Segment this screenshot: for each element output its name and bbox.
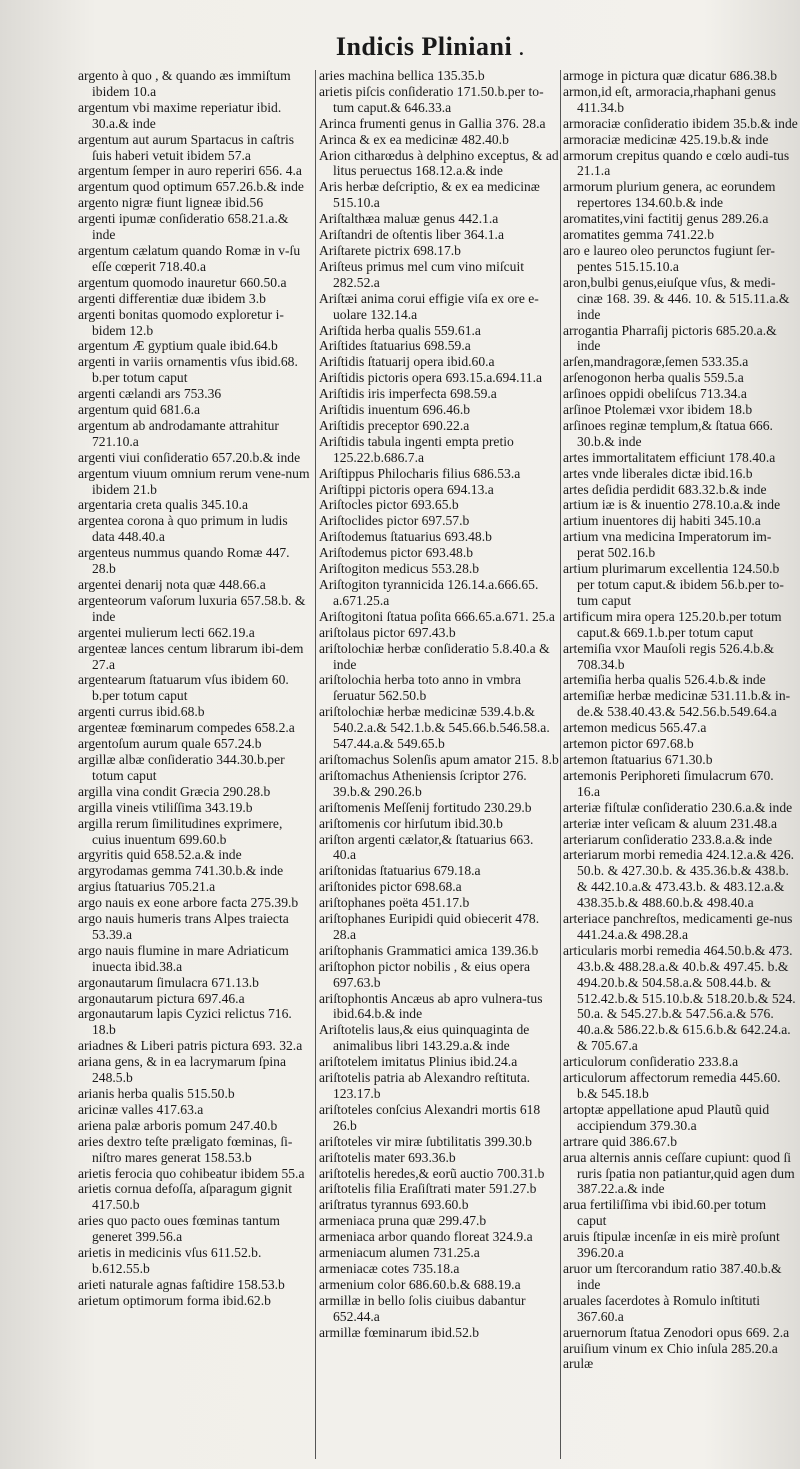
index-entry: artium iæ is & inuentio 278.10.a.& inde	[563, 497, 781, 513]
index-entry: aries machina bellica 135.35.b	[319, 68, 485, 83]
index-entry: argentei denarij nota quæ 448.66.a	[78, 577, 266, 592]
index-entry: arteriarum conſideratio 233.8.a.& inde	[563, 831, 773, 847]
index-entry: argentum cælatum quando Romæ in v-ſu eſſe cœperit 718.40.a	[78, 242, 301, 274]
index-entry: ariſtophanes Euripidi quid obiecerit 478. 28.a	[319, 911, 540, 942]
index-entry: argentum ſemper in auro reperiri 656. 4.a	[78, 163, 302, 179]
index-entry: argenteus nummus quando Romæ 447. 28.b	[78, 545, 290, 577]
index-entry: artium vna medicina Imperatorum im-perat 502.16.b	[563, 529, 772, 561]
index-entry: arietis piſcis conſideratio 171.50.b.per to-tum caput.& 646.33.a	[319, 83, 544, 115]
index-entry: aruiſium vinum ex Chio inſula 285.20.a	[563, 1340, 778, 1356]
index-entry: argillæ albæ conſideratio 344.30.b.per totum caput	[78, 751, 285, 783]
index-entry: Aris herbæ deſcriptio, & ex ea medicinæ 515.10.a	[319, 179, 540, 211]
index-entry: arteriæ inter veſicam & aluum 231.48.a	[563, 815, 778, 831]
index-entry: argenteæ fœminarum compedes 658.2.a	[78, 720, 295, 736]
index-entry: argentoſum aurum quale 657.24.b	[78, 736, 262, 752]
index-entry: argenteorum vaſorum luxuria 657.58.b. & inde	[78, 592, 306, 624]
index-entry: argenti viui conſideratio 657.20.b.& inde	[78, 449, 301, 465]
page-header	[300, 32, 560, 62]
index-entry: ariſtophon pictor nobilis , & eius opera 697.63.b	[319, 958, 531, 990]
index-entry: argentei mulierum lecti 662.19.a	[78, 624, 255, 640]
index-entry: articulorum affectorum remedia 445.60. b.& 545.18.b	[563, 1070, 781, 1101]
index-column-2	[319, 68, 559, 1461]
title-dot: .	[519, 39, 525, 59]
index-entry: Ariſtippi pictoris opera 694.13.a	[319, 481, 494, 497]
index-entry: armeniaca pruna quæ 299.47.b	[319, 1213, 487, 1229]
index-entry: argenti currus ibid.68.b	[78, 704, 205, 720]
index-entry: argenti cælandi ars 753.36	[78, 386, 222, 402]
index-entry: arſinoes oppidi obeliſcus 713.34.a	[563, 386, 747, 402]
index-entry: argenti in variis ornamentis vſus ibid.68. b.per totum caput	[78, 354, 298, 386]
index-column-3	[563, 68, 798, 1461]
index-entry: ariſtolochiæ herbæ medicinæ 539.4.b.& 540.2.a.& 542.1.b.& 545.66.b.546.58.a. 547.44.a.& 549.65.b	[319, 704, 550, 752]
index-entry: argentaria creta qualis 345.10.a	[78, 497, 248, 513]
index-entry: ariſtophanis Grammatici amica 139.36.b	[319, 942, 539, 958]
index-entry: Ariſtandri de oſtentis liber 364.1.a	[319, 227, 504, 243]
index-entry: argilla vina condit Græcia 290.28.b	[78, 783, 271, 799]
index-entry: Ariſtoclides pictor 697.57.b	[319, 513, 470, 529]
index-entry: aromatites gemma 741.22.b	[563, 227, 715, 243]
index-entry: aries quo pacto oues fœminas tantum generet 399.56.a	[78, 1213, 280, 1245]
index-entry: ariſtotelis heredes,& eorũ auctio 700.31.b	[319, 1165, 545, 1181]
index-entry: arſinoe Ptolemæi vxor ibidem 18.b	[563, 402, 753, 418]
index-entry: arteriarum morbi remedia 424.12.a.& 426. 50.b. & 427.30.b. & 435.36.b.& 438.b. & 442.10.a.& 473.43.b. & 483.12.a.& 438.35.b.& 488.60.b.& 498.40.a	[563, 847, 795, 911]
index-entry: ariadnes & Liberi patris pictura 693. 32.a	[78, 1038, 303, 1054]
index-entry: arietum optimorum forma ibid.62.b	[78, 1292, 271, 1308]
index-entry: Ariſtodemus pictor 693.48.b	[319, 545, 474, 561]
index-entry: argonautarum lapis Cyzici relictus 716. 18.b	[78, 1006, 292, 1038]
index-entry: aries dextro teſte præligato fœminas, ſi-niſtro mares generat 158.53.b	[78, 1133, 293, 1165]
index-entry: Ariſtippus Philocharis filius 686.53.a	[319, 465, 521, 481]
index-entry: ariſton argenti cælator,& ſtatuarius 663. 40.a	[319, 831, 534, 863]
index-entry: arietis in medicinis vſus 611.52.b. b.612.55.b	[78, 1245, 262, 1276]
index-entry: Ariſtotelis laus,& eius quinquaginta de animalibus libri 143.29.a.& inde	[319, 1022, 530, 1054]
index-entry: ariſtratus tyrannus 693.60.b	[319, 1197, 469, 1213]
index-entry: armoge in pictura quæ dicatur 686.38.b	[563, 68, 778, 83]
index-entry: articularis morbi remedia 464.50.b.& 473. 43.b.& 488.28.a.& 40.b.& 497.45. b.& 494.20.b.& 504.58.a.& 508.44.b. & 512.42.b.& 515.10.b.& 518.20.b.& 524. 50.a. & 545.27.b.& 547.56.a.& 576. 40.a.& 586.22.b.& 615.6.b.& 642.24.a. & 705.67.a	[563, 942, 796, 1054]
index-entry: Ariſtalthæa maluæ genus 442.1.a	[319, 211, 499, 227]
index-entry: artemiſia herba qualis 526.4.b.& inde	[563, 672, 766, 688]
index-entry: arteriace panchreſtos, medicamenti ge-nus 441.24.a.& 498.28.a	[563, 911, 793, 942]
index-entry: artium inuentores dij habiti 345.10.a	[563, 513, 761, 529]
index-entry: argentum quod optimum 657.26.b.& inde	[78, 179, 304, 195]
index-entry: artemon ſtatuarius 671.30.b	[563, 751, 713, 767]
index-entry: argenti differentiæ duæ ibidem 3.b	[78, 290, 266, 306]
index-entry: argyritis quid 658.52.a.& inde	[78, 847, 242, 863]
index-entry: arteriæ fiſtulæ conſideratio 230.6.a.& inde	[563, 799, 793, 815]
index-entry: argento nigræ fiunt ligneæ ibid.56	[78, 195, 264, 211]
index-entry: Ariſtogitoni ſtatua poſita 666.65.a.671. 25.a	[319, 608, 555, 624]
index-entry: arua fertiliſſima vbi ibid.60.per totum caput	[563, 1197, 767, 1229]
index-entry: Ariſtodemus ſtatuarius 693.48.b	[319, 529, 492, 545]
index-entry: argento à quo , & quando æs immiſtum ibidem 10.a	[78, 68, 291, 99]
index-entry: arieti naturale agnas faſtidire 158.53.b	[78, 1276, 285, 1292]
index-entry: aromatites,vini factitij genus 289.26.a	[563, 211, 769, 227]
index-entry: artium plurimarum excellentia 124.50.b per totum caput.& ibidem 56.b.per to-tum caput	[563, 561, 784, 608]
index-entry: arrogantia Pharraſij pictoris 685.20.a.& inde	[563, 322, 777, 354]
index-entry: Ariſtæi anima corui effigie viſa ex ore e-uolare 132.14.a	[319, 290, 539, 322]
index-entry: ariſtomachus Atheniensis ſcriptor 276. 39.b.& 290.26.b	[319, 767, 527, 799]
index-entry: ariſtomenis Meſſenij fortitudo 230.29.b	[319, 799, 532, 815]
index-entry: aron,bulbi genus,eiuſque vſus, & medi-cinæ 168. 39. & 446. 10. & 515.11.a.& inde	[563, 274, 790, 322]
index-entry: ariſtolaus pictor 697.43.b	[319, 624, 456, 640]
index-entry: argyrodamas gemma 741.30.b.& inde	[78, 863, 284, 879]
index-entry: armoraciæ medicinæ 425.19.b.& inde	[563, 131, 769, 147]
index-entry: Ariſtidis preceptor 690.22.a	[319, 417, 470, 433]
index-entry: argentum quid 681.6.a	[78, 402, 201, 418]
index-entry: ariſtotelis filia Eraſiſtrati mater 591.27.b	[319, 1181, 537, 1197]
index-entry: argonautarum pictura 697.46.a	[78, 990, 245, 1006]
index-entry: argenti bonitas quomodo exploretur i-bidem 12.b	[78, 306, 284, 338]
index-entry: armeniacæ cotes 735.18.a	[319, 1260, 460, 1276]
index-entry: arſinoes reginæ templum,& ſtatua 666. 30.b.& inde	[563, 417, 773, 449]
index-entry: articulorum conſideratio 233.8.a	[563, 1054, 739, 1070]
index-entry: argentum quomodo inauretur 660.50.a	[78, 274, 287, 290]
running-title: Indicis Pliniani	[335, 32, 513, 61]
index-entry: Ariſtides ſtatuarius 698.59.a	[319, 338, 471, 354]
index-entry: Ariſtida herba qualis 559.61.a	[319, 322, 481, 338]
index-entry: artemiſiæ herbæ medicinæ 531.11.b.& in-de.& 538.40.43.& 542.56.b.549.64.a	[563, 688, 791, 720]
index-entry: artificum mira opera 125.20.b.per totum caput.& 669.1.b.per totum caput	[563, 608, 782, 640]
index-entry: ariſtomachus Solenſis apum amator 215. 8.b	[319, 751, 559, 767]
index-entry: argentum Æ gyptium quale ibid.64.b	[78, 338, 278, 354]
index-entry: armenium color 686.60.b.& 688.19.a	[319, 1276, 521, 1292]
index-entry: argilla vineis vtiliſſima 343.19.b	[78, 799, 253, 815]
index-entry: aruales ſacerdotes à Romulo inſtituti 367.60.a	[563, 1292, 761, 1324]
index-entry: argenti ipumæ conſideratio 658.21.a.& inde	[78, 211, 289, 243]
index-entry: Arion citharœdus à delphino exceptus, & ad litus peruectus 168.12.a.& inde	[319, 147, 559, 179]
index-entry: armorum crepitus quando e cœlo audi-tus 21.1.a	[563, 147, 790, 179]
index-entry: argentum vbi maxime reperiatur ibid. 30.a.& inde	[78, 99, 282, 131]
index-entry: ariſtonidas ſtatuarius 679.18.a	[319, 863, 481, 879]
index-entry: arſen,mandragoræ,ſemen 533.35.a	[563, 354, 749, 370]
index-entry: armorum plurium genera, ac eorundem repertores 134.60.b.& inde	[563, 179, 776, 211]
index-entry: ariena palæ arboris pomum 247.40.b	[78, 1117, 278, 1133]
index-entry: aruis ſtipulæ incenſæ in eis mirè proſunt 396.20.a	[563, 1229, 780, 1261]
index-entry: Arinca frumenti genus in Gallia 376. 28.a	[319, 115, 546, 131]
index-entry: ariana gens, & in ea lacrymarum ſpina 248.5.b	[78, 1054, 286, 1086]
index-entry: arietis ferocia quo cohibeatur ibidem 55.a	[78, 1165, 305, 1181]
index-entry: artes deſidia perdidit 683.32.b.& inde	[563, 481, 767, 497]
index-entry: aro e laureo oleo perunctos fugiunt ſer-pentes 515.15.10.a	[563, 242, 775, 274]
index-entry: arua alternis annis ceſſare cupiunt: quod ſi ruris ſpatia non patiantur,quid agen dum 387.22.a.& inde	[563, 1149, 795, 1197]
index-entry: armillæ in bello ſolis ciuibus dabantur 652.44.a	[319, 1292, 526, 1324]
index-entry: argius ſtatuarius 705.21.a	[78, 879, 216, 895]
index-entry: ariſtoteles conſcius Alexandri mortis 618 26.b	[319, 1101, 541, 1133]
index-entry: artes immortalitatem efficiunt 178.40.a	[563, 449, 776, 465]
index-entry: Ariſtocles pictor 693.65.b	[319, 497, 459, 513]
index-entry: Ariſtidis pictoris opera 693.15.a.694.11.a	[319, 370, 542, 386]
index-entry: ariſtonides pictor 698.68.a	[319, 879, 462, 895]
index-entry: argo nauis humeris trans Alpes traiecta 53.39.a	[78, 911, 289, 942]
index-entry: artemon medicus 565.47.a	[563, 720, 707, 736]
index-entry: argentum viuum omnium rerum vene-num ibidem 21.b	[78, 465, 310, 497]
index-entry: armoraciæ conſideratio ibidem 35.b.& inde	[563, 115, 798, 131]
index-entry: ariſtoteles vir miræ ſubtilitatis 399.30.b	[319, 1133, 532, 1149]
index-entry: aruernorum ſtatua Zenodori opus 669. 2.a	[563, 1324, 790, 1340]
index-entry: ariſtolochia herba toto anno in vmbra ſeruatur 562.50.b	[319, 672, 521, 704]
index-entry: argo nauis flumine in mare Adriaticum inuecta ibid.38.a	[78, 942, 289, 974]
index-entry: artoptæ appellatione apud Plautũ quid accipiendum 379.30.a	[563, 1101, 770, 1133]
index-entry: Ariſtidis ſtatuarij opera ibid.60.a	[319, 354, 495, 370]
index-entry: argo nauis ex eone arbore facta 275.39.b	[78, 895, 299, 911]
index-entry: armillæ fœminarum ibid.52.b	[319, 1324, 480, 1340]
index-entry: argentearum ſtatuarum vſus ibidem 60. b.per totum caput	[78, 672, 289, 704]
index-entry: ariſtomenis cor hirſutum ibid.30.b	[319, 815, 503, 831]
index-entry: artes vnde liberales dictæ ibid.16.b	[563, 465, 753, 481]
index-entry: argonautarum ſimulacra 671.13.b	[78, 974, 259, 990]
index-entry: ariſtotelis patria ab Alexandro reſtituta. 123.17.b	[319, 1070, 531, 1101]
index-entry: argilla rerum ſimilitudines exprimere, cuius inuentum 699.60.b	[78, 815, 283, 847]
index-entry: artemon pictor 697.68.b	[563, 736, 694, 752]
index-entry: Ariſteus primus mel cum vino miſcuit 282.52.a	[319, 258, 525, 290]
index-entry: ariſtolochiæ herbæ conſideratio 5.8.40.a & inde	[319, 640, 550, 672]
index-entry: artemiſia vxor Mauſoli regis 526.4.b.& 708.34.b	[563, 640, 775, 672]
index-entry: argentum ab androdamante attrahitur 721.10.a	[78, 417, 279, 449]
index-entry: artemonis Periphoreti ſimulacrum 670. 16.a	[563, 767, 774, 799]
index-entry: Ariſtogiton medicus 553.28.b	[319, 561, 480, 577]
index-entry: armeniaca arbor quando floreat 324.9.a	[319, 1229, 533, 1245]
index-entry: arſenogonon herba qualis 559.5.a	[563, 370, 744, 386]
index-entry: ariſtotelis mater 693.36.b	[319, 1149, 456, 1165]
index-entry: arietis cornua defoſſa, aſparagum gignit 417.50.b	[78, 1181, 293, 1213]
index-entry: ariſtotelem imitatus Plinius ibid.24.a	[319, 1054, 518, 1070]
column-rule-right	[560, 70, 561, 1459]
index-entry: Ariſtogiton tyrannicida 126.14.a.666.65. a.671.25.a	[319, 577, 539, 608]
index-entry: aruor um ſtercorandum ratio 387.40.b.& inde	[563, 1260, 782, 1292]
index-column-1	[78, 68, 313, 1461]
index-entry: argenteæ lances centum librarum ibi-dem 27.a	[78, 640, 304, 672]
index-entry: arianis herba qualis 515.50.b	[78, 1086, 235, 1101]
index-entry: ariſtophontis Ancæus ab apro vulnera-tus ibid.64.b.& inde	[319, 990, 543, 1022]
index-entry: ariſtophanes poëta 451.17.b	[319, 895, 470, 911]
index-entry: argentea corona à quo primum in ludis data 448.40.a	[78, 513, 288, 545]
index-entry: artrare quid 386.67.b	[563, 1133, 678, 1149]
index-entry: Ariſtidis iris imperfecta 698.59.a	[319, 386, 497, 402]
index-entry: arulæ	[563, 1356, 594, 1372]
index-entry: Ariſtarete pictrix 698.17.b	[319, 242, 461, 258]
index-entry: aricinæ valles 417.63.a	[78, 1101, 204, 1117]
index-entry: argentum aut aurum Spartacus in caſtris ſuis haberi vetuit ibidem 57.a	[78, 131, 295, 163]
column-rule-left	[315, 70, 316, 1459]
index-entry: Arinca & ex ea medicinæ 482.40.b	[319, 131, 509, 147]
index-entry: Ariſtidis inuentum 696.46.b	[319, 402, 471, 418]
index-entry: armon,id eſt, armoracia,rhaphani genus 411.34.b	[563, 83, 776, 115]
index-entry: armeniacum alumen 731.25.a	[319, 1245, 480, 1261]
index-entry: Ariſtidis tabula ingenti empta pretio 125.22.b.686.7.a	[319, 433, 514, 465]
